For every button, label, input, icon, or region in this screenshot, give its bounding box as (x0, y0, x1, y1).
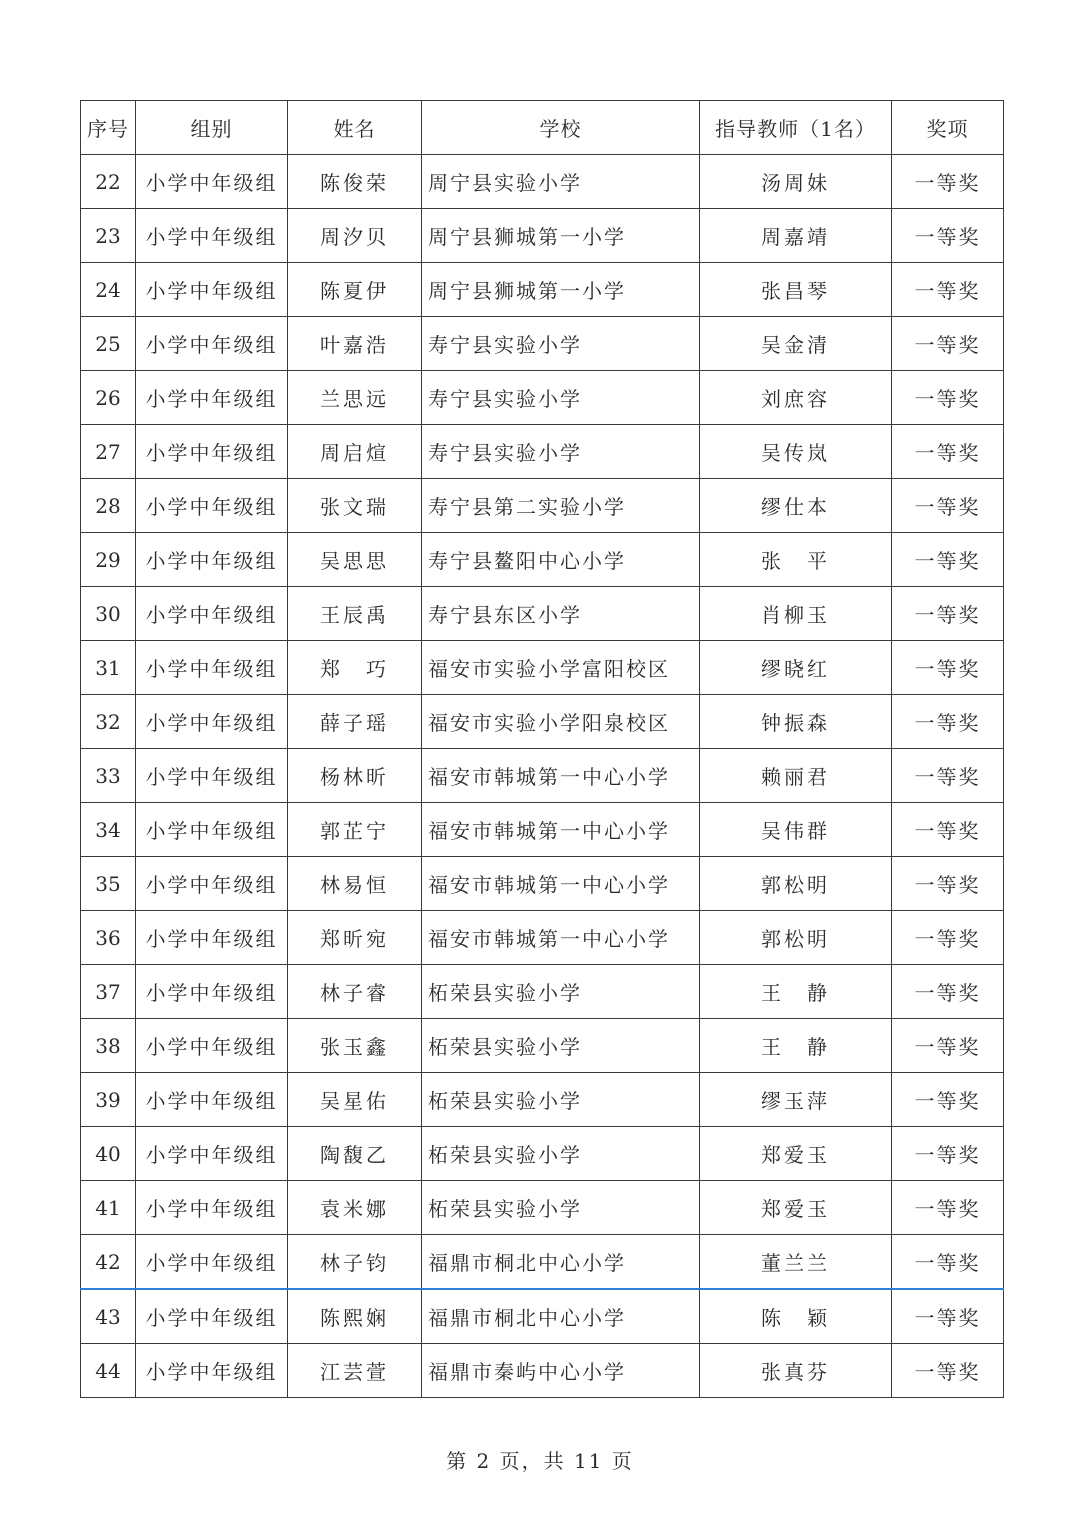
cell-school: 柘荣县实验小学 (422, 965, 700, 1019)
cell-teacher: 钟振森 (700, 695, 892, 749)
cell-award: 一等奖 (892, 263, 1004, 317)
table-row (81, 533, 1004, 587)
table-row (81, 317, 1004, 371)
cell-name: 张玉鑫 (288, 1019, 422, 1073)
award-table (80, 100, 1004, 1398)
cell-school: 周宁县实验小学 (422, 155, 700, 209)
cell-group: 小学中年级组 (136, 1019, 288, 1073)
cell-award: 一等奖 (892, 371, 1004, 425)
header-no: 序号 (81, 101, 136, 155)
cell-school: 福安市实验小学阳泉校区 (422, 695, 700, 749)
table-row (81, 425, 1004, 479)
cell-name: 张文瑞 (288, 479, 422, 533)
table-row (81, 911, 1004, 965)
cell-name: 郑昕宛 (288, 911, 422, 965)
cell-no: 26 (81, 371, 136, 425)
cell-award: 一等奖 (892, 209, 1004, 263)
cell-no: 32 (81, 695, 136, 749)
cell-group: 小学中年级组 (136, 857, 288, 911)
cell-award: 一等奖 (892, 317, 1004, 371)
cell-teacher: 张 平 (700, 533, 892, 587)
cell-teacher: 吴伟群 (700, 803, 892, 857)
cell-teacher: 吴金清 (700, 317, 892, 371)
cell-group: 小学中年级组 (136, 749, 288, 803)
cell-teacher: 吴传岚 (700, 425, 892, 479)
cell-award: 一等奖 (892, 1073, 1004, 1127)
cell-group: 小学中年级组 (136, 317, 288, 371)
cell-name: 吴星佑 (288, 1073, 422, 1127)
cell-no: 41 (81, 1181, 136, 1235)
table-row (81, 641, 1004, 695)
table-row (81, 1073, 1004, 1127)
cell-teacher: 王 静 (700, 965, 892, 1019)
cell-no: 30 (81, 587, 136, 641)
cell-teacher: 汤周妹 (700, 155, 892, 209)
cell-teacher: 郑爱玉 (700, 1127, 892, 1181)
cell-group: 小学中年级组 (136, 1127, 288, 1181)
cell-award: 一等奖 (892, 479, 1004, 533)
cell-name: 江芸萱 (288, 1344, 422, 1398)
cell-teacher: 郭松明 (700, 911, 892, 965)
cell-name: 叶嘉浩 (288, 317, 422, 371)
cell-name: 周启煊 (288, 425, 422, 479)
cell-no: 40 (81, 1127, 136, 1181)
cell-teacher: 王 静 (700, 1019, 892, 1073)
cell-group: 小学中年级组 (136, 425, 288, 479)
cell-teacher: 张昌琴 (700, 263, 892, 317)
cell-name: 杨林昕 (288, 749, 422, 803)
cell-no: 23 (81, 209, 136, 263)
cell-name: 王辰禹 (288, 587, 422, 641)
cell-group: 小学中年级组 (136, 1235, 288, 1290)
cell-award: 一等奖 (892, 641, 1004, 695)
cell-no: 37 (81, 965, 136, 1019)
cell-name: 兰思远 (288, 371, 422, 425)
cell-teacher: 赖丽君 (700, 749, 892, 803)
header-teacher: 指导教师（1名） (700, 101, 892, 155)
cell-teacher: 郭松明 (700, 857, 892, 911)
cell-no: 39 (81, 1073, 136, 1127)
table-row (81, 857, 1004, 911)
cell-award: 一等奖 (892, 587, 1004, 641)
table-header-row (81, 101, 1004, 155)
cell-group: 小学中年级组 (136, 155, 288, 209)
cell-no: 33 (81, 749, 136, 803)
cell-award: 一等奖 (892, 857, 1004, 911)
cell-no: 43 (81, 1289, 136, 1344)
header-school: 学校 (422, 101, 700, 155)
table-row (81, 1235, 1004, 1290)
cell-name: 林易恒 (288, 857, 422, 911)
cell-school: 福鼎市秦屿中心小学 (422, 1344, 700, 1398)
table-row (81, 587, 1004, 641)
cell-award: 一等奖 (892, 749, 1004, 803)
cell-school: 福安市韩城第一中心小学 (422, 749, 700, 803)
cell-group: 小学中年级组 (136, 1073, 288, 1127)
cell-name: 郑 巧 (288, 641, 422, 695)
cell-school: 福安市实验小学富阳校区 (422, 641, 700, 695)
cell-school: 柘荣县实验小学 (422, 1073, 700, 1127)
cell-group: 小学中年级组 (136, 587, 288, 641)
cell-name: 郭芷宁 (288, 803, 422, 857)
cell-name: 林子睿 (288, 965, 422, 1019)
cell-award: 一等奖 (892, 533, 1004, 587)
cell-teacher: 缪玉萍 (700, 1073, 892, 1127)
cell-no: 31 (81, 641, 136, 695)
cell-no: 34 (81, 803, 136, 857)
table-row (81, 803, 1004, 857)
page-footer: 第 2 页，共 11 页 (446, 1449, 634, 1473)
table-row (81, 695, 1004, 749)
table-row (81, 371, 1004, 425)
cell-name: 陈夏伊 (288, 263, 422, 317)
cell-award: 一等奖 (892, 965, 1004, 1019)
cell-school: 寿宁县鳌阳中心小学 (422, 533, 700, 587)
cell-school: 柘荣县实验小学 (422, 1181, 700, 1235)
cell-group: 小学中年级组 (136, 1289, 288, 1344)
cell-award: 一等奖 (892, 803, 1004, 857)
table-row (81, 263, 1004, 317)
cell-teacher: 周嘉靖 (700, 209, 892, 263)
cell-group: 小学中年级组 (136, 533, 288, 587)
cell-group: 小学中年级组 (136, 695, 288, 749)
header-award: 奖项 (892, 101, 1004, 155)
table-row (81, 155, 1004, 209)
cell-no: 22 (81, 155, 136, 209)
cell-school: 福鼎市桐北中心小学 (422, 1289, 700, 1344)
cell-award: 一等奖 (892, 1235, 1004, 1290)
cell-award: 一等奖 (892, 1127, 1004, 1181)
cell-name: 薛子瑶 (288, 695, 422, 749)
cell-award: 一等奖 (892, 1181, 1004, 1235)
cell-no: 28 (81, 479, 136, 533)
cell-group: 小学中年级组 (136, 641, 288, 695)
cell-group: 小学中年级组 (136, 1181, 288, 1235)
cell-group: 小学中年级组 (136, 209, 288, 263)
table-row (81, 749, 1004, 803)
table-row (81, 209, 1004, 263)
table-row (81, 965, 1004, 1019)
cell-teacher: 张真芬 (700, 1344, 892, 1398)
cell-school: 福安市韩城第一中心小学 (422, 803, 700, 857)
cell-no: 27 (81, 425, 136, 479)
cell-group: 小学中年级组 (136, 911, 288, 965)
cell-no: 35 (81, 857, 136, 911)
cell-school: 福安市韩城第一中心小学 (422, 911, 700, 965)
cell-school: 寿宁县实验小学 (422, 425, 700, 479)
cell-name: 陈俊荣 (288, 155, 422, 209)
cell-no: 42 (81, 1235, 136, 1290)
cell-no: 25 (81, 317, 136, 371)
header-name: 姓名 (288, 101, 422, 155)
cell-group: 小学中年级组 (136, 1344, 288, 1398)
cell-teacher: 陈 颖 (700, 1289, 892, 1344)
table-row (81, 1019, 1004, 1073)
cell-no: 44 (81, 1344, 136, 1398)
cell-school: 周宁县狮城第一小学 (422, 263, 700, 317)
cell-name: 吴思思 (288, 533, 422, 587)
cell-school: 福鼎市桐北中心小学 (422, 1235, 700, 1290)
table-row (81, 1289, 1004, 1344)
cell-group: 小学中年级组 (136, 263, 288, 317)
cell-school: 周宁县狮城第一小学 (422, 209, 700, 263)
cell-award: 一等奖 (892, 155, 1004, 209)
cell-name: 陶馥乙 (288, 1127, 422, 1181)
cell-school: 寿宁县实验小学 (422, 371, 700, 425)
cell-no: 29 (81, 533, 136, 587)
cell-name: 周汐贝 (288, 209, 422, 263)
cell-award: 一等奖 (892, 695, 1004, 749)
cell-teacher: 郑爱玉 (700, 1181, 892, 1235)
cell-name: 陈熙娴 (288, 1289, 422, 1344)
cell-teacher: 肖柳玉 (700, 587, 892, 641)
cell-teacher: 董兰兰 (700, 1235, 892, 1290)
cell-award: 一等奖 (892, 911, 1004, 965)
cell-no: 38 (81, 1019, 136, 1073)
cell-award: 一等奖 (892, 1289, 1004, 1344)
cell-award: 一等奖 (892, 1344, 1004, 1398)
cell-group: 小学中年级组 (136, 803, 288, 857)
cell-name: 林子钧 (288, 1235, 422, 1290)
cell-school: 柘荣县实验小学 (422, 1127, 700, 1181)
cell-name: 袁米娜 (288, 1181, 422, 1235)
cell-teacher: 缪仕本 (700, 479, 892, 533)
table-row (81, 1181, 1004, 1235)
cell-teacher: 缪晓红 (700, 641, 892, 695)
table-row (81, 479, 1004, 533)
cell-teacher: 刘庶容 (700, 371, 892, 425)
cell-no: 24 (81, 263, 136, 317)
cell-award: 一等奖 (892, 1019, 1004, 1073)
cell-school: 寿宁县东区小学 (422, 587, 700, 641)
cell-school: 福安市韩城第一中心小学 (422, 857, 700, 911)
table-body (81, 155, 1004, 1398)
table-row (81, 1344, 1004, 1398)
cell-no: 36 (81, 911, 136, 965)
cell-group: 小学中年级组 (136, 371, 288, 425)
cell-school: 柘荣县实验小学 (422, 1019, 700, 1073)
cell-school: 寿宁县第二实验小学 (422, 479, 700, 533)
cell-school: 寿宁县实验小学 (422, 317, 700, 371)
cell-group: 小学中年级组 (136, 479, 288, 533)
header-group: 组别 (136, 101, 288, 155)
cell-group: 小学中年级组 (136, 965, 288, 1019)
table-row (81, 1127, 1004, 1181)
cell-award: 一等奖 (892, 425, 1004, 479)
